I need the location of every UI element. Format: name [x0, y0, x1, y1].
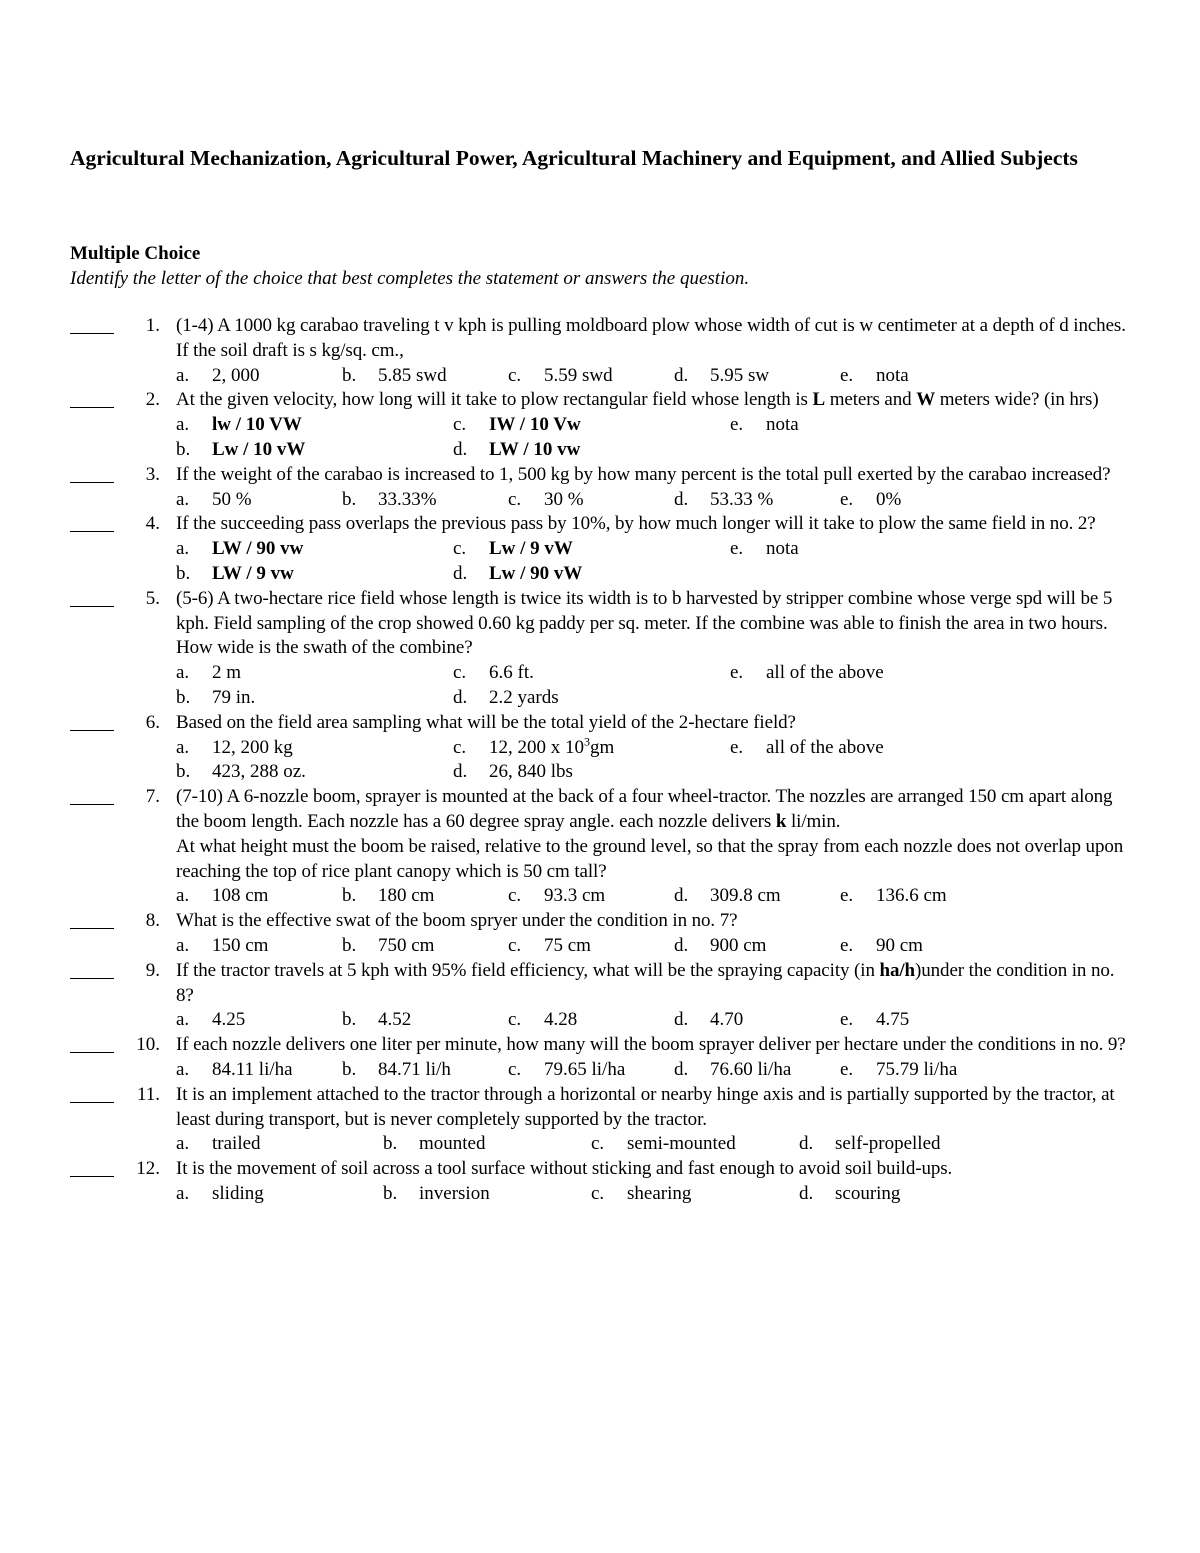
option-text: 4.52 — [378, 1009, 412, 1031]
stem-text: At what height must the boom be raised, relative to the ground level, so that the spray from each nozzle does not overlap upon reaching the top of rice plant canopy which is 50 cm tall? — [176, 835, 1124, 882]
option-c — [453, 413, 581, 438]
option-letter: b. — [176, 686, 191, 708]
option-letter: b. — [342, 885, 357, 907]
option-letter: b. — [342, 934, 357, 956]
option-text: 180 cm — [378, 885, 435, 907]
option-letter: d. — [453, 761, 468, 783]
option-letter: a. — [176, 1058, 190, 1080]
stem-part: (7-10) A 6-nozzle boom, sprayer is mounted at the back of a four wheel-tractor. The nozzles are arranged 150 cm apart along the boom length. Each nozzle has a 60 degree spray angle. each nozzle delivers — [176, 786, 1113, 832]
stem-text — [176, 388, 1126, 413]
option-letter: a. — [176, 1182, 190, 1204]
question-1 — [0, 314, 1200, 388]
option-e — [840, 884, 947, 909]
option-letter: a. — [176, 488, 190, 510]
question-9 — [0, 959, 1200, 1033]
answer-blank[interactable] — [70, 587, 114, 607]
option-text: 84.11 li/ha — [212, 1058, 293, 1080]
option-text: all of the above — [766, 736, 884, 758]
question-stem — [176, 711, 1126, 736]
option-text: 309.8 cm — [710, 885, 781, 907]
options-row — [176, 364, 1200, 389]
variable-l: L — [812, 389, 826, 411]
option-text: 0% — [876, 488, 902, 510]
question-stem — [176, 1157, 1126, 1182]
option-letter: e. — [840, 934, 854, 956]
option-text: 2.2 yards — [489, 686, 559, 708]
section-title: Multiple Choice — [70, 243, 201, 264]
option-letter: e. — [730, 414, 744, 436]
option-d — [453, 438, 580, 463]
answer-blank[interactable] — [70, 711, 114, 731]
option-letter: e. — [730, 538, 744, 560]
option-b — [342, 1058, 451, 1083]
option-letter: e. — [730, 736, 744, 758]
options-row — [176, 1008, 1200, 1033]
option-text: LW / 90 vw — [212, 538, 304, 560]
option-text: 93.3 cm — [544, 885, 606, 907]
option-letter: b. — [342, 488, 357, 510]
question-5 — [0, 587, 1200, 711]
option-e — [730, 736, 884, 761]
stem-text: If the succeeding pass overlaps the previous pass by 10%, by how much longer will it take to plow the same field in no. 2? — [176, 513, 1096, 535]
option-letter: b. — [342, 1009, 357, 1031]
option-letter: e. — [840, 1058, 854, 1080]
question-number: 4. — [145, 513, 160, 535]
question-stem — [176, 909, 1126, 934]
option-b — [383, 1182, 490, 1207]
options-row — [176, 1182, 1200, 1207]
answer-blank[interactable] — [70, 314, 114, 334]
question-number: 10. — [136, 1034, 160, 1056]
option-letter: d. — [799, 1133, 814, 1155]
options-row — [176, 1058, 1200, 1083]
options-row — [176, 686, 1200, 711]
question-2 — [0, 388, 1200, 462]
option-letter: d. — [674, 885, 689, 907]
question-stem — [176, 785, 1126, 884]
option-letter: d. — [674, 1058, 689, 1080]
stem-text: If the weight of the carabao is increased to 1, 500 kg by how many percent is the total pull exerted by the carabao increased? — [176, 463, 1111, 485]
answer-blank[interactable] — [70, 388, 114, 408]
option-text: 2, 000 — [212, 364, 260, 386]
option-letter: a. — [176, 934, 190, 956]
option-letter: a. — [176, 364, 190, 386]
option-text: 75.79 li/ha — [876, 1058, 958, 1080]
option-c — [508, 488, 584, 513]
superscript: 3 — [584, 734, 590, 749]
document-title: Agricultural Mechanization, Agricultural Power, Agricultural Machinery and Equipment, and Allied Subjects — [70, 146, 1078, 170]
option-c — [591, 1182, 691, 1207]
option-text: self-propelled — [835, 1133, 941, 1155]
option-b — [383, 1132, 486, 1157]
option-a — [176, 364, 260, 389]
option-letter: c. — [508, 1009, 522, 1031]
option-a — [176, 413, 302, 438]
option-letter: c. — [453, 538, 467, 560]
options-row — [176, 884, 1200, 909]
stem-text: What is the effective swat of the boom spryer under the condition in no. 7? — [176, 910, 738, 932]
option-letter: e. — [840, 488, 854, 510]
option-text: inversion — [419, 1182, 490, 1204]
instructions: Identify the letter of the choice that best completes the statement or answers the question. — [70, 268, 750, 289]
answer-blank[interactable] — [70, 1083, 114, 1103]
option-a — [176, 884, 268, 909]
option-text: 6.6 ft. — [489, 662, 534, 684]
option-letter: d. — [453, 686, 468, 708]
option-e — [730, 413, 799, 438]
option-text: 108 cm — [212, 885, 269, 907]
option-letter: c. — [453, 414, 467, 436]
question-stem — [176, 463, 1126, 488]
option-text: shearing — [627, 1182, 692, 1204]
option-letter: e. — [730, 662, 744, 684]
stem-text: It is the movement of soil across a tool surface without sticking and fast enough to avoid soil build-ups. — [176, 1158, 953, 1180]
option-letter: d. — [799, 1182, 814, 1204]
option-letter: d. — [453, 438, 468, 460]
question-number: 2. — [145, 389, 160, 411]
option-letter: c. — [453, 736, 467, 758]
option-letter: b. — [176, 562, 191, 584]
option-a — [176, 934, 268, 959]
option-b — [176, 438, 305, 463]
option-text: 900 cm — [710, 934, 767, 956]
option-text: nota — [766, 538, 799, 560]
answer-blank[interactable] — [70, 512, 114, 532]
stem-text: How wide is the swath of the combine? — [176, 637, 473, 659]
options-row — [176, 537, 1200, 562]
option-a — [176, 537, 303, 562]
option-text: nota — [876, 364, 909, 386]
option-text: 84.71 li/h — [378, 1058, 451, 1080]
option-letter: d. — [674, 934, 689, 956]
question-3 — [0, 463, 1200, 513]
option-a — [176, 1008, 245, 1033]
option-text: Lw / 10 vW — [212, 438, 306, 460]
option-d — [674, 934, 766, 959]
option-letter: d. — [453, 562, 468, 584]
option-letter: c. — [508, 488, 522, 510]
stem-part: meters wide? (in hrs) — [935, 389, 1099, 411]
unit-ha-h: ha/h — [879, 959, 916, 981]
options-row — [176, 736, 1200, 761]
option-e — [840, 364, 909, 389]
question-12 — [0, 1157, 1200, 1207]
question-number: 6. — [145, 711, 160, 733]
option-c — [508, 364, 613, 389]
option-b — [176, 562, 294, 587]
stem-text: If each nozzle delivers one liter per minute, how many will the boom sprayer deliver per hectare under the conditions in no. 9? — [176, 1034, 1126, 1056]
option-text: 5.95 sw — [710, 364, 770, 386]
option-d — [674, 1058, 791, 1083]
option-text: mounted — [419, 1133, 486, 1155]
answer-blank[interactable] — [70, 909, 114, 929]
stem-text — [176, 959, 1126, 1009]
option-e — [840, 934, 923, 959]
question-number: 8. — [145, 910, 160, 932]
answer-blank[interactable] — [70, 959, 114, 979]
option-letter: c. — [508, 885, 522, 907]
options-row — [176, 562, 1200, 587]
option-c — [508, 934, 591, 959]
option-c — [453, 661, 534, 686]
option-text: lw / 10 VW — [212, 414, 302, 436]
question-stem — [176, 1083, 1126, 1133]
option-text: 750 cm — [378, 934, 435, 956]
question-7 — [0, 785, 1200, 909]
option-text: 75 cm — [544, 934, 591, 956]
stem-part: )under the condition in no. 8? — [176, 959, 1115, 1006]
option-text: 53.33 % — [710, 488, 774, 510]
option-text: 423, 288 oz. — [212, 761, 306, 783]
option-letter: a. — [176, 1133, 190, 1155]
option-letter: b. — [176, 761, 191, 783]
options-row — [176, 1132, 1200, 1157]
option-letter: b. — [383, 1182, 398, 1204]
option-text: 26, 840 lbs — [489, 761, 573, 783]
option-letter: b. — [383, 1133, 398, 1155]
stem-text — [176, 785, 1126, 835]
option-letter: a. — [176, 1009, 190, 1031]
options-row — [176, 438, 1200, 463]
option-text: 50 % — [212, 488, 252, 510]
question-6 — [0, 711, 1200, 785]
option-letter: c. — [508, 934, 522, 956]
question-stem — [176, 959, 1126, 1009]
option-a — [176, 736, 293, 761]
option-letter: a. — [176, 736, 190, 758]
stem-text: It is an implement attached to the tractor through a horizontal or nearby hinge axis and is partially supported by the tractor, at least during transport, but is never completely supported by the tractor. — [176, 1083, 1115, 1130]
option-e — [840, 1008, 909, 1033]
option-d — [453, 562, 582, 587]
option-text: 4.70 — [710, 1009, 744, 1031]
options-row — [176, 661, 1200, 686]
answer-blank[interactable] — [70, 463, 114, 483]
option-d — [674, 488, 773, 513]
option-letter: e. — [840, 885, 854, 907]
option-text: LW / 10 vw — [489, 438, 581, 460]
option-text: 12, 200 x 10 — [489, 736, 584, 758]
option-b — [342, 364, 447, 389]
option-a — [176, 1182, 264, 1207]
option-letter: a. — [176, 885, 190, 907]
stem-part: li/min. — [786, 810, 841, 832]
option-e — [730, 661, 884, 686]
answer-blank[interactable] — [70, 1033, 114, 1053]
option-b — [342, 934, 434, 959]
question-stem — [176, 1033, 1126, 1058]
option-c — [508, 884, 605, 909]
option-text: 150 cm — [212, 934, 269, 956]
option-text: IW / 10 Vw — [489, 414, 581, 436]
stem-part: If the tractor travels at 5 kph with 95% field efficiency, what will be the spraying capacity (in — [176, 959, 880, 981]
option-b — [176, 686, 255, 711]
option-text: 5.85 swd — [378, 364, 447, 386]
option-letter: b. — [176, 438, 191, 460]
option-d — [674, 884, 781, 909]
option-text: sliding — [212, 1182, 264, 1204]
question-stem — [176, 388, 1126, 413]
variable-w: W — [916, 389, 936, 411]
option-d — [453, 760, 573, 785]
option-text: all of the above — [766, 662, 884, 684]
option-text: 136.6 cm — [876, 885, 947, 907]
answer-blank[interactable] — [70, 785, 114, 805]
option-e — [840, 488, 901, 513]
option-a — [176, 1058, 293, 1083]
option-text: 33.33% — [378, 488, 437, 510]
stem-part: meters and — [825, 389, 917, 411]
option-a — [176, 1132, 261, 1157]
question-number: 3. — [145, 463, 160, 485]
option-text: Lw / 9 vW — [489, 538, 573, 560]
option-text: 4.75 — [876, 1009, 910, 1031]
option-letter: b. — [342, 1058, 357, 1080]
option-letter: c. — [591, 1133, 605, 1155]
option-d — [674, 364, 769, 389]
stem-part: At the given velocity, how long will it take to plow rectangular field whose length is — [176, 389, 813, 411]
option-d — [799, 1132, 941, 1157]
variable-k: k — [775, 810, 787, 832]
options-row — [176, 413, 1200, 438]
question-stem — [176, 587, 1126, 661]
option-text: 79 in. — [212, 686, 256, 708]
option-e — [840, 1058, 957, 1083]
stem-text: (1-4) A 1000 kg carabao traveling t v kph is pulling moldboard plow whose width of cut is w centimeter at a depth of d inches. If the soil draft is s kg/sq. cm., — [176, 315, 1126, 361]
option-letter: c. — [508, 364, 522, 386]
option-letter: d. — [674, 488, 689, 510]
option-text: semi-mounted — [627, 1133, 736, 1155]
option-text: 76.60 li/ha — [710, 1058, 792, 1080]
option-letter: a. — [176, 414, 190, 436]
option-c — [453, 537, 573, 562]
options-row — [176, 934, 1200, 959]
option-text: 30 % — [544, 488, 584, 510]
option-a — [176, 661, 241, 686]
question-number: 5. — [145, 587, 160, 609]
option-text: Lw / 90 vW — [489, 562, 583, 584]
question-number: 9. — [145, 959, 160, 981]
option-a — [176, 488, 252, 513]
option-letter: d. — [674, 1009, 689, 1031]
option-text: 12, 200 kg — [212, 736, 293, 758]
option-b — [342, 884, 434, 909]
question-number: 12. — [136, 1158, 160, 1180]
option-letter: b. — [342, 364, 357, 386]
option-text: trailed — [212, 1133, 261, 1155]
option-text: 2 m — [212, 662, 242, 684]
option-letter: c. — [591, 1182, 605, 1204]
option-d — [453, 686, 559, 711]
question-11 — [0, 1083, 1200, 1157]
option-text: 4.25 — [212, 1009, 246, 1031]
option-c — [591, 1132, 736, 1157]
question-10 — [0, 1033, 1200, 1083]
question-list — [0, 314, 1200, 1207]
stem-text: (5-6) A two-hectare rice field whose length is twice its width is to b harvested by stripper combine whose verge spd will be 5 kph. Field sampling of the crop showed 0.60 kg paddy per sq. meter. If the combine was able to finish the area in two hours. — [176, 587, 1113, 634]
option-c — [508, 1058, 625, 1083]
option-text: scouring — [835, 1182, 901, 1204]
stem-text: Based on the field area sampling what will be the total yield of the 2-hectare field? — [176, 711, 796, 733]
option-c — [508, 1008, 577, 1033]
option-text-suffix: gm — [590, 736, 615, 758]
option-letter: e. — [840, 364, 854, 386]
option-letter: d. — [674, 364, 689, 386]
option-letter: c. — [508, 1058, 522, 1080]
option-b — [176, 760, 306, 785]
option-text: nota — [766, 414, 799, 436]
question-stem — [176, 512, 1126, 537]
option-text: LW / 9 vw — [212, 562, 294, 584]
option-text: 5.59 swd — [544, 364, 613, 386]
question-stem — [176, 314, 1126, 364]
option-text: 79.65 li/ha — [544, 1058, 626, 1080]
option-c — [453, 736, 614, 761]
question-number: 11. — [136, 1083, 160, 1105]
answer-blank[interactable] — [70, 1157, 114, 1177]
option-d — [799, 1182, 900, 1207]
option-letter: c. — [453, 662, 467, 684]
option-letter: a. — [176, 538, 190, 560]
question-number: 7. — [145, 786, 160, 808]
option-b — [342, 1008, 411, 1033]
option-text: 4.28 — [544, 1009, 578, 1031]
options-row — [176, 488, 1200, 513]
option-d — [674, 1008, 743, 1033]
option-text: 90 cm — [876, 934, 923, 956]
question-4 — [0, 512, 1200, 586]
question-8 — [0, 909, 1200, 959]
options-row — [176, 760, 1200, 785]
option-letter: a. — [176, 662, 190, 684]
question-number: 1. — [145, 315, 160, 336]
option-b — [342, 488, 437, 513]
option-letter: e. — [840, 1009, 854, 1031]
option-e — [730, 537, 799, 562]
